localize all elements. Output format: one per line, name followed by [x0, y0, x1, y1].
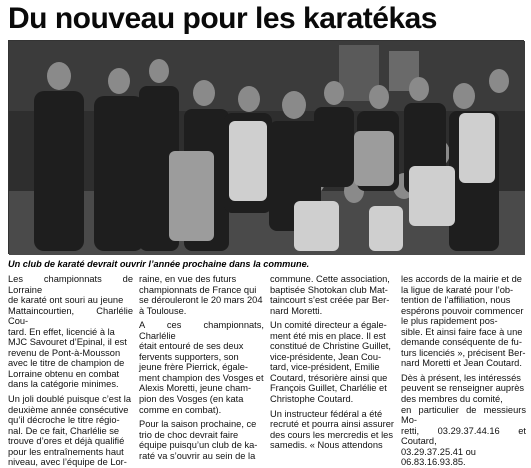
text-line: avec le titre de champion de — [8, 358, 125, 369]
text-line: sible. Et ainsi faire face à une — [401, 326, 523, 337]
text-line: turs licenciés », précisent Ber- — [401, 347, 526, 358]
article-column — [139, 274, 264, 461]
text-line: à Toulouse. — [139, 305, 187, 316]
paragraph — [401, 274, 526, 369]
text-line: 06.83.16.93.85. — [401, 457, 466, 468]
text-line: équipe puisqu’un club de ka- — [139, 440, 258, 451]
paragraph — [8, 274, 133, 390]
text-line: Alexis Moretti, jeune cham- — [139, 383, 252, 394]
text-line: peuvent se renseigner auprès — [401, 383, 525, 394]
photo-caption: Un club de karaté devrait ouvrir l’année prochaine dans la commune. — [8, 259, 310, 269]
paragraph — [270, 409, 395, 451]
text-line: pion des Vosges (en kata — [139, 394, 244, 405]
text-line: championnats de France qui — [139, 284, 257, 295]
text-line: commune. Cette association, — [270, 274, 390, 284]
text-line: fervents supporters, son — [139, 351, 239, 362]
paragraph — [270, 320, 395, 404]
text-line: François Guillet, Charlélie et — [270, 383, 387, 394]
text-line: tention de l’affiliation, nous — [401, 295, 511, 306]
text-line: A ces championnats, Charlélie — [139, 320, 264, 341]
text-line: raté va s’ouvrir au sein de la — [139, 450, 256, 461]
group-photo — [8, 40, 524, 254]
text-line: Coutard, trésorière ainsi que — [270, 372, 388, 383]
text-line: ment été mis en place. Il est — [270, 330, 386, 341]
article-headline: Du nouveau pour les karatékas — [8, 2, 437, 35]
paragraph — [8, 394, 133, 468]
text-line: Mattaincourtien, Charlélie Cou- — [8, 305, 133, 327]
text-line: vice-présidente, Jean Cou- — [270, 351, 382, 362]
text-line: demande conséquente de fu- — [401, 337, 522, 348]
paragraph — [401, 373, 526, 468]
text-line: MJC Savouret d’Epinal, il est — [8, 337, 127, 348]
text-line: raine, en vue des futurs — [139, 274, 237, 284]
text-line: jeune frère Pierrick, égale- — [139, 362, 249, 373]
text-line: Dès à présent, les intéressés — [401, 372, 521, 383]
paragraph — [139, 274, 264, 316]
text-line: se dérouleront le 20 mars 204 — [139, 295, 263, 306]
text-line: qu’il décroche le titre régio- — [8, 415, 120, 426]
text-line: dans la catégorie minimes. — [8, 379, 119, 390]
text-line: trouve d’ores et déjà qualifié — [8, 436, 125, 447]
group-photo-image — [9, 41, 525, 255]
text-line: Lorraine obtenu en combat — [8, 368, 120, 379]
text-line: tard, vice-président, Emilie — [270, 362, 380, 373]
text-line: constitué de Christine Guillet, — [270, 341, 391, 352]
text-line: Pour la saison prochaine, ce — [139, 419, 257, 430]
text-line: nal. De ce fait, Charlélie se — [8, 425, 120, 436]
text-line: Un instructeur fédéral a été — [270, 408, 383, 419]
text-line: deuxième année consécutive — [8, 404, 129, 415]
text-line: recruté et pourra ainsi assurer — [270, 419, 395, 430]
text-line: samedis. « Nous attendons — [270, 440, 383, 451]
text-line: trio de choc devrait faire — [139, 429, 239, 440]
paragraph — [270, 274, 395, 316]
text-line: Christophe Coutard. — [270, 394, 354, 405]
text-line: pour les entraînements haut — [8, 446, 124, 457]
text-line: 03.29.37.25.41 ou — [401, 446, 476, 457]
paragraph — [139, 320, 264, 415]
text-line: Un comité directeur a égale- — [270, 320, 387, 331]
text-line: niveau, avec l’équipe de Lor- — [8, 457, 127, 468]
text-line: ment champion des Vosges et — [139, 372, 264, 383]
text-line: de karaté ont souri au jeune — [8, 295, 124, 306]
article-column — [401, 274, 526, 468]
text-line: Un joli doublé puisque c’est la — [8, 394, 132, 405]
text-line: tard. En effet, licencié à la — [8, 326, 115, 337]
text-line: nard Moretti et Jean Coutard. — [401, 358, 522, 369]
text-line: les accords de la mairie et de — [401, 274, 522, 284]
paragraph — [139, 419, 264, 461]
text-line: la ligue de karaté pour l’ob- — [401, 284, 514, 295]
text-line: était entouré de ses deux — [139, 341, 244, 352]
article-column — [270, 274, 395, 451]
article-body — [8, 274, 526, 468]
text-line: des cours les mercredis et les — [270, 429, 393, 440]
text-line: en particulier de messieurs Mo- — [401, 404, 526, 426]
text-line: taincourt s’est créée par Ber- — [270, 295, 390, 306]
text-line: baptisée Shotokan club Mat- — [270, 284, 388, 295]
text-line: Les championnats de Lorraine — [8, 274, 133, 295]
text-line: comme en combat). — [139, 404, 222, 415]
text-line: des membres du comité, — [401, 394, 503, 405]
text-line: espérons pouvoir commencer — [401, 305, 524, 316]
text-line: le plus rapidement pos- — [401, 316, 498, 327]
article-column — [8, 274, 133, 468]
text-line: revenu de Pont-à-Mousson — [8, 347, 121, 358]
text-line: nard Moretti. — [270, 305, 323, 316]
text-line: retti, 03.29.37.44.16 et Coutard, — [401, 425, 526, 447]
